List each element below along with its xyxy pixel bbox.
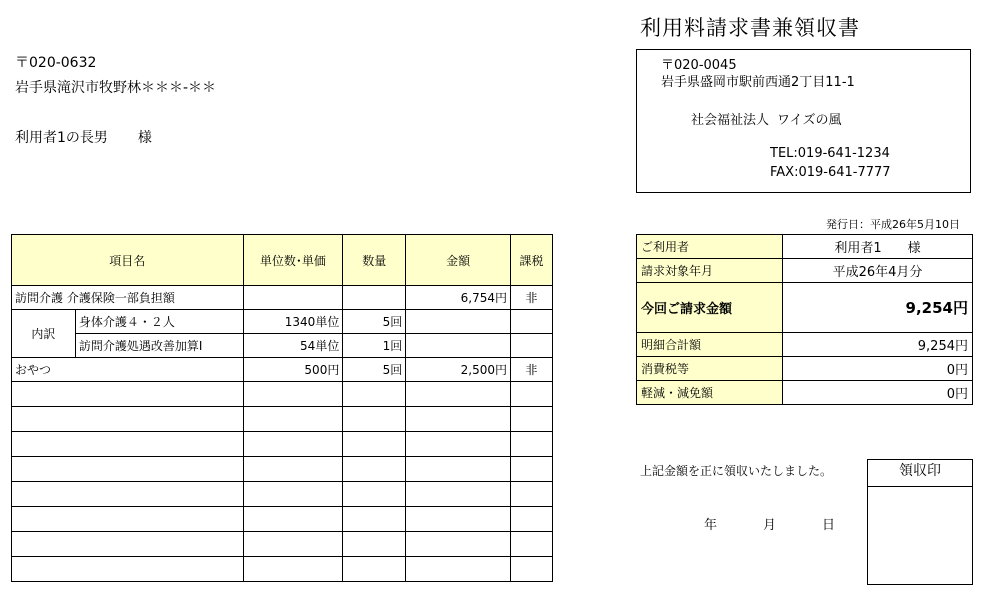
issuer-org-type: 社会福祉法人 [691, 113, 770, 128]
stamp-label: 領収印 [868, 460, 972, 487]
empty-cell [406, 432, 511, 457]
table-row [12, 358, 553, 382]
empty-cell [12, 432, 244, 457]
receipt-date-line [704, 514, 881, 533]
issuer-organization [691, 109, 842, 128]
empty-cell [406, 507, 511, 532]
row3-qty: 1回 [343, 334, 406, 358]
items-table [11, 234, 553, 582]
table-row [12, 557, 553, 582]
empty-cell [511, 482, 553, 507]
empty-cell [243, 432, 343, 457]
empty-cell [343, 457, 406, 482]
recipient-address: 岩手県滝沢市牧野林＊＊＊-＊＊ [15, 80, 217, 96]
issuer-box [636, 49, 971, 193]
empty-cell [243, 532, 343, 557]
summary-row-period [637, 259, 973, 283]
empty-cell [511, 507, 553, 532]
empty-cell [12, 507, 244, 532]
issuer-fax: FAX:019-641-7777 [770, 165, 891, 180]
empty-cell [511, 557, 553, 582]
empty-cell [511, 382, 553, 407]
row4-unit: 500円 [243, 358, 343, 382]
issue-date: 発行日：平成26年5月10日 [826, 218, 960, 231]
header-amount: 金額 [406, 235, 511, 286]
row3-amount [406, 334, 511, 358]
tax-value: 0円 [783, 357, 973, 381]
empty-cell [243, 457, 343, 482]
table-row [12, 407, 553, 432]
empty-cell [12, 457, 244, 482]
empty-cell [243, 482, 343, 507]
empty-cell [511, 432, 553, 457]
row1-amount: 6,754円 [406, 286, 511, 310]
row3-unit: 54単位 [243, 334, 343, 358]
empty-cell [243, 407, 343, 432]
date-day: 日 [822, 518, 836, 533]
recipient-name-line [15, 127, 152, 147]
row4-amount: 2,500円 [406, 358, 511, 382]
row2-amount [406, 310, 511, 334]
empty-rows [12, 382, 553, 582]
empty-cell [243, 507, 343, 532]
empty-cell [243, 382, 343, 407]
summary-table [636, 234, 973, 405]
empty-cell [343, 432, 406, 457]
discount-value: 0円 [783, 381, 973, 405]
table-row [12, 457, 553, 482]
table-row [12, 532, 553, 557]
summary-row-discount [637, 381, 973, 405]
empty-cell [343, 557, 406, 582]
row1-name: 訪問介護 介護保険一部負担額 [12, 286, 244, 310]
empty-cell [511, 532, 553, 557]
header-unit: 単位数･単価 [243, 235, 343, 286]
receipt-stamp-box [867, 459, 973, 585]
empty-cell [511, 457, 553, 482]
row3-name: 訪問介護処遇改善加算Ⅰ [75, 334, 243, 358]
empty-cell [343, 382, 406, 407]
row1-tax: 非 [511, 286, 553, 310]
items-header-row [12, 235, 553, 286]
empty-cell [406, 482, 511, 507]
row2-qty: 5回 [343, 310, 406, 334]
row1-unit [243, 286, 343, 310]
user-label: ご利用者 [637, 235, 783, 259]
row2-name: 身体介護４・２人 [75, 310, 243, 334]
empty-cell [343, 532, 406, 557]
empty-cell [343, 507, 406, 532]
period-value: 平成26年4月分 [783, 259, 973, 283]
subtotal-value: 9,254円 [783, 333, 973, 357]
table-row [12, 507, 553, 532]
header-tax: 課税 [511, 235, 553, 286]
empty-cell [12, 382, 244, 407]
issuer-tel: TEL:019-641-1234 [770, 146, 890, 161]
summary-row-total [637, 283, 973, 333]
receipt-note: 上記金額を正に領収いたしました。 [640, 464, 833, 478]
empty-cell [343, 482, 406, 507]
header-qty: 数量 [343, 235, 406, 286]
issuer-address: 岩手県盛岡市駅前西通2丁目11-1 [661, 75, 855, 90]
issuer-org-name: ワイズの風 [777, 113, 842, 128]
table-row [12, 310, 553, 334]
total-label: 今回ご請求金額 [637, 283, 783, 333]
empty-cell [406, 407, 511, 432]
row2-tax [511, 310, 553, 334]
subtotal-label: 明細合計額 [637, 333, 783, 357]
recipient-zip: 〒020-0632 [15, 55, 97, 71]
period-label: 請求対象年月 [637, 259, 783, 283]
row4-name: おやつ [12, 358, 244, 382]
empty-cell [406, 557, 511, 582]
table-row [12, 432, 553, 457]
recipient-name: 利用者1の長男 [15, 130, 108, 146]
empty-cell [12, 407, 244, 432]
empty-cell [343, 407, 406, 432]
empty-cell [12, 532, 244, 557]
empty-cell [406, 532, 511, 557]
date-year: 年 [704, 518, 718, 533]
discount-label: 軽減・減免額 [637, 381, 783, 405]
table-row [12, 382, 553, 407]
row2-unit: 1340単位 [243, 310, 343, 334]
header-item-name: 項目名 [12, 235, 244, 286]
row1-qty [343, 286, 406, 310]
summary-row-user [637, 235, 973, 259]
date-month: 月 [763, 518, 777, 533]
recipient-honorific: 様 [137, 130, 152, 146]
empty-cell [511, 407, 553, 432]
issuer-zip: 〒020-0045 [661, 58, 737, 73]
empty-cell [12, 557, 244, 582]
row4-tax: 非 [511, 358, 553, 382]
empty-cell [406, 382, 511, 407]
table-row [12, 334, 553, 358]
summary-row-tax [637, 357, 973, 381]
total-value: 9,254円 [783, 283, 973, 333]
table-row [12, 286, 553, 310]
row3-tax [511, 334, 553, 358]
row4-qty: 5回 [343, 358, 406, 382]
summary-row-subtotal [637, 333, 973, 357]
document-title: 利用料請求書兼領収書 [640, 16, 860, 40]
user-value: 利用者1 様 [783, 235, 973, 259]
breakdown-label: 内訳 [12, 310, 76, 358]
table-row [12, 482, 553, 507]
empty-cell [406, 457, 511, 482]
empty-cell [243, 557, 343, 582]
tax-label: 消費税等 [637, 357, 783, 381]
empty-cell [12, 482, 244, 507]
